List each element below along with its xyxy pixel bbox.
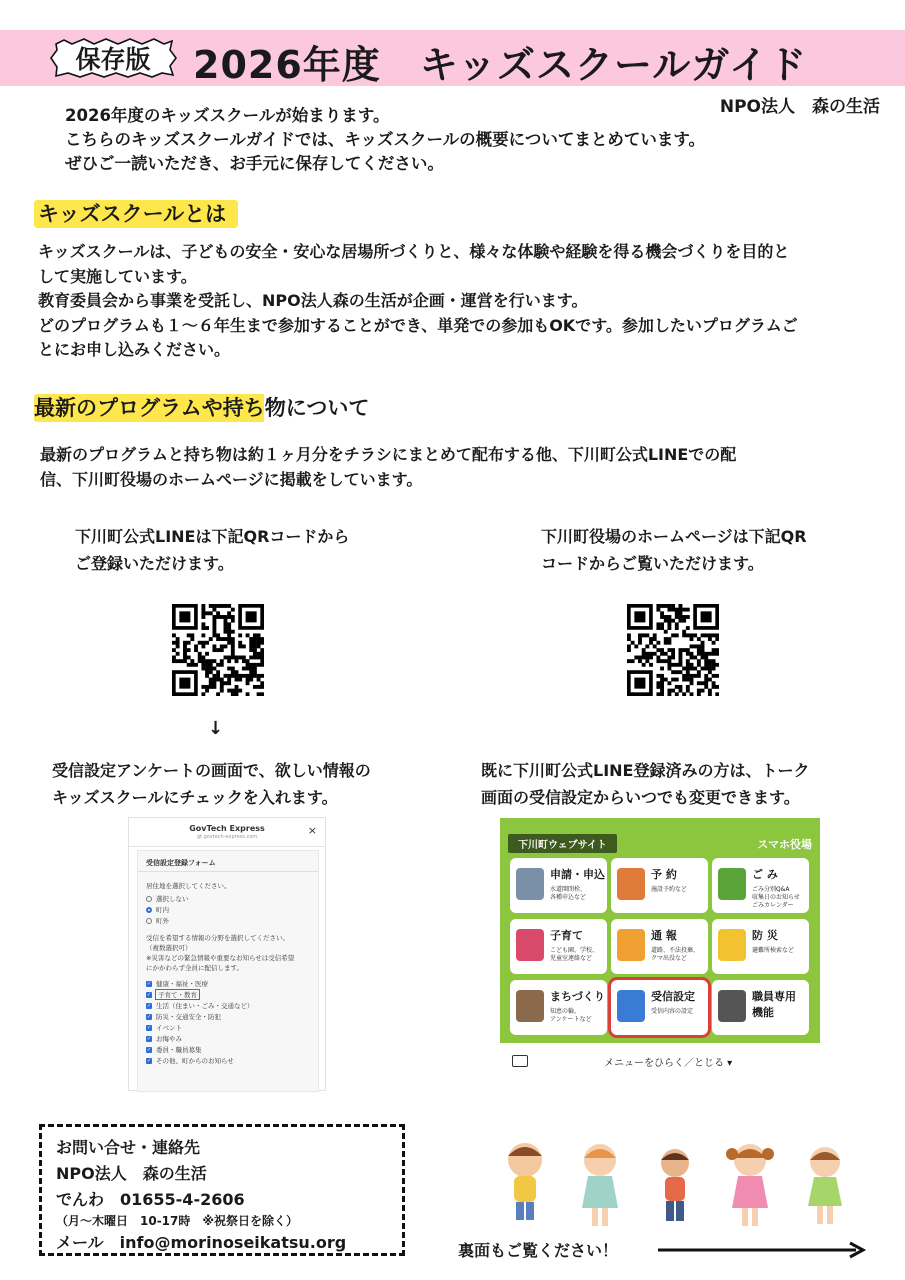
menu-tile[interactable] [611,858,708,913]
interest-label: お悔やみ [156,1035,182,1043]
form-title: 受信設定登録フォーム [146,859,216,867]
about-line: とにお申し込みください。 [38,340,231,359]
residence-option-label: 選択しない [156,895,189,903]
interest-option-highlighted[interactable] [146,990,199,999]
intro-text [65,104,705,176]
homepage-qr-caption [541,523,807,577]
menu-toggle[interactable]: メニューをひらく／とじる ▾ [604,1058,733,1069]
kid-icon [726,1144,774,1226]
checkbox-checked-icon[interactable]: ✓ [146,1002,152,1009]
contact-email[interactable]: メール info@morinoseikatsu.org [56,1233,347,1252]
checkbox-checked-icon[interactable]: ✓ [146,1013,152,1020]
form-card [137,850,319,1092]
interest-option[interactable] [146,1001,254,1010]
line-qr-code[interactable] [172,604,264,696]
menu-tile-title: 通 報 [651,929,677,942]
interest-option[interactable] [146,1045,202,1054]
interest-option[interactable] [146,1034,182,1043]
kid-icon [582,1144,618,1226]
line-caption-line: 下川町公式LINEは下記QRコードから [75,527,350,546]
checkbox-checked-icon[interactable]: ✓ [146,991,152,998]
checkbox-checked-icon[interactable]: ✓ [146,1046,152,1053]
menu-tile-subtitle: 施設予約など [651,886,688,893]
interest-option[interactable] [146,1056,234,1065]
right-arrow-icon [658,1240,868,1260]
menu-tile-title: 子育て [550,929,583,942]
residence-option-label: 町内 [156,906,169,914]
about-line: して実施しています。 [38,266,197,286]
form-app-url: gt.govtech-express.com [196,834,258,840]
keep-badge [48,36,178,80]
menu-tile-icon [617,929,645,961]
residence-option[interactable] [146,905,169,914]
menu-tile-subtitle: 受信内容の設定 [651,1008,694,1015]
keyboard-icon[interactable] [512,1055,528,1067]
menu-app-name: スマホ役場 [757,838,812,851]
residence-prompt: 居住地を選択してください。 [146,882,231,890]
interest-option[interactable] [146,1023,182,1032]
kid-icon [808,1147,842,1224]
menu-tile-icon [516,990,544,1022]
line-instruction-line: キッズスクールにチェックを入れます。 [52,788,338,807]
intro-line: 2026年度のキッズスクールが始まります。 [65,106,390,125]
menu-tile[interactable] [712,858,809,913]
menu-tile-title: 職員専用 機能 [752,990,796,1019]
menu-tile-subtitle: 道路、不法投棄、 クマ出没など [651,947,700,962]
menu-tile-subtitle: 水道開閉栓、 各種申込など [550,886,587,901]
interest-note: （複数選択可） [146,944,192,952]
kid-icon [661,1149,689,1221]
about-heading-text: キッズスクールとは [34,200,238,228]
menu-tile-subtitle: ごみ分別Q&A 収集日のお知らせ ごみカレンダー [752,886,800,909]
see-back-note: 裏面もご覧ください！ [458,1241,619,1260]
interest-label: 防災・交通安全・防犯 [156,1013,221,1021]
down-arrow-icon: ↓ [208,718,224,739]
contact-hours: （月～木曜日 10-17時 ※祝祭日を除く） [56,1214,299,1228]
interest-label: イベント [156,1024,182,1032]
badge-text: 保存版 [75,45,151,74]
radio-icon[interactable] [146,918,152,924]
menu-tile[interactable] [712,919,809,974]
interest-label: その他、町からのお知らせ [156,1057,234,1065]
kids-illustration [490,1138,890,1238]
residence-option[interactable] [146,894,189,903]
interest-note: にかかわらず全員に配信します。 [146,964,243,972]
latest-line: 最新のプログラムと持ち物は約１ヶ月分をチラシにまとめて配布する他、下川町公式LINEでの配 [40,445,737,464]
about-line: 教育委員会から事業を受託し、NPO法人森の生活が企画・運営を行います。 [38,291,588,310]
latest-text [40,443,736,492]
residence-option[interactable] [146,916,169,925]
checkbox-checked-icon[interactable]: ✓ [146,980,152,987]
menu-tile[interactable] [510,980,607,1035]
latest-heading [34,392,369,422]
menu-website-label[interactable]: 下川町ウェブサイト [508,834,617,853]
about-line: どのプログラムも１～６年生まで参加することができ、単発での参加もOKです。参加したいプログラムご [38,315,798,335]
menu-tile-title: 受信設定 [651,990,695,1003]
line-instruction [52,757,371,811]
menu-tile-icon [617,868,645,900]
menu-tile[interactable] [611,919,708,974]
about-heading [34,198,238,228]
line-instruction-line: 受信設定アンケートの画面で、欲しい情報の [52,761,371,780]
menu-tile[interactable] [712,980,809,1035]
intro-line: こちらのキッズスクールガイドでは、キッズスクールの概要についてまとめています。 [65,130,706,149]
homepage-qr-code[interactable] [627,604,719,696]
contact-box [39,1124,405,1256]
menu-tile[interactable] [510,858,607,913]
organization-name: NPO法人 森の生活 [719,97,880,117]
line-qr-caption [75,523,349,577]
form-divider [138,871,318,872]
interest-prompt: 受信を希望する情報の分野を選択してください。 [146,934,289,942]
home-instruction [481,757,809,811]
interest-label: 子育て・教育 [158,991,197,999]
radio-icon[interactable] [146,896,152,902]
intro-line: ぜひご一読いただき、お手元に保存してください。 [65,154,444,173]
radio-selected-icon[interactable] [146,907,152,913]
latest-line: 信、下川町役場のホームページに掲載をしています。 [40,469,423,489]
contact-phone[interactable]: でんわ 01655-4-2606 [56,1190,245,1209]
interest-note: ※災害などの緊急情報や重要なお知らせは受信希望 [146,954,295,962]
page-title: 2026年度 キッズスクールガイド [193,43,808,87]
menu-tile[interactable] [611,980,708,1035]
menu-tile-title: まちづくり [550,990,605,1003]
checkbox-checked-icon[interactable]: ✓ [146,1024,152,1031]
home-instruction-line: 既に下川町公式LINE登録済みの方は、トーク [481,761,810,780]
home-instruction-line: 画面の受信設定からいつでも変更できます。 [481,788,800,807]
about-text [38,240,798,363]
contact-title: お問い合せ・連絡先 [56,1138,201,1157]
interest-option[interactable] [146,1012,221,1021]
about-line: キッズスクールは、子どもの安全・安心な居場所づくりと、様々な体験や経験を得る機会づくりを目的と [38,242,790,261]
menu-tile-icon [516,929,544,961]
interest-option[interactable] [146,979,208,988]
menu-tile-title: 申請・申込 [550,868,605,881]
form-app-name: GovTech Express [189,824,265,833]
line-rich-menu-screenshot [500,818,820,1078]
menu-tile-title: ご み [752,868,778,881]
home-caption-line: 下川町役場のホームページは下記QR [541,527,807,546]
menu-tile-title: 防 災 [752,929,778,942]
residence-option-label: 町外 [156,917,169,925]
line-caption-line: ご登録いただけます。 [75,554,234,573]
menu-tile-subtitle: 知恵の輪、 アンケートなど [550,1008,592,1023]
interest-label: 生活（住まい・ごみ・交通など） [156,1002,254,1010]
close-icon[interactable]: × [307,824,317,837]
menu-tile[interactable] [510,919,607,974]
latest-heading-text: 最新のプログラムや持ち物について [34,396,370,420]
contact-org: NPO法人 森の生活 [56,1164,207,1183]
menu-tile-icon [718,868,746,900]
menu-tile-icon [516,868,544,900]
menu-tile-icon [617,990,645,1022]
receive-settings-form-screenshot [128,817,326,1091]
menu-tile-subtitle: こども園、学校、 児童室連絡など [550,947,599,962]
interest-label: 委員・職員募集 [156,1046,202,1054]
checkbox-checked-icon[interactable]: ✓ [146,1035,152,1042]
menu-tile-title: 予 約 [651,868,677,881]
menu-tile-icon [718,990,746,1022]
form-topbar [129,818,325,847]
interest-label: 健康・福祉・医療 [156,980,208,988]
home-caption-line: コードからご覧いただけます。 [541,554,764,573]
menu-tile-icon [718,929,746,961]
checkbox-checked-icon[interactable]: ✓ [146,1057,152,1064]
kid-icon [508,1143,542,1220]
menu-tile-subtitle: 避難所検索など [752,947,795,954]
